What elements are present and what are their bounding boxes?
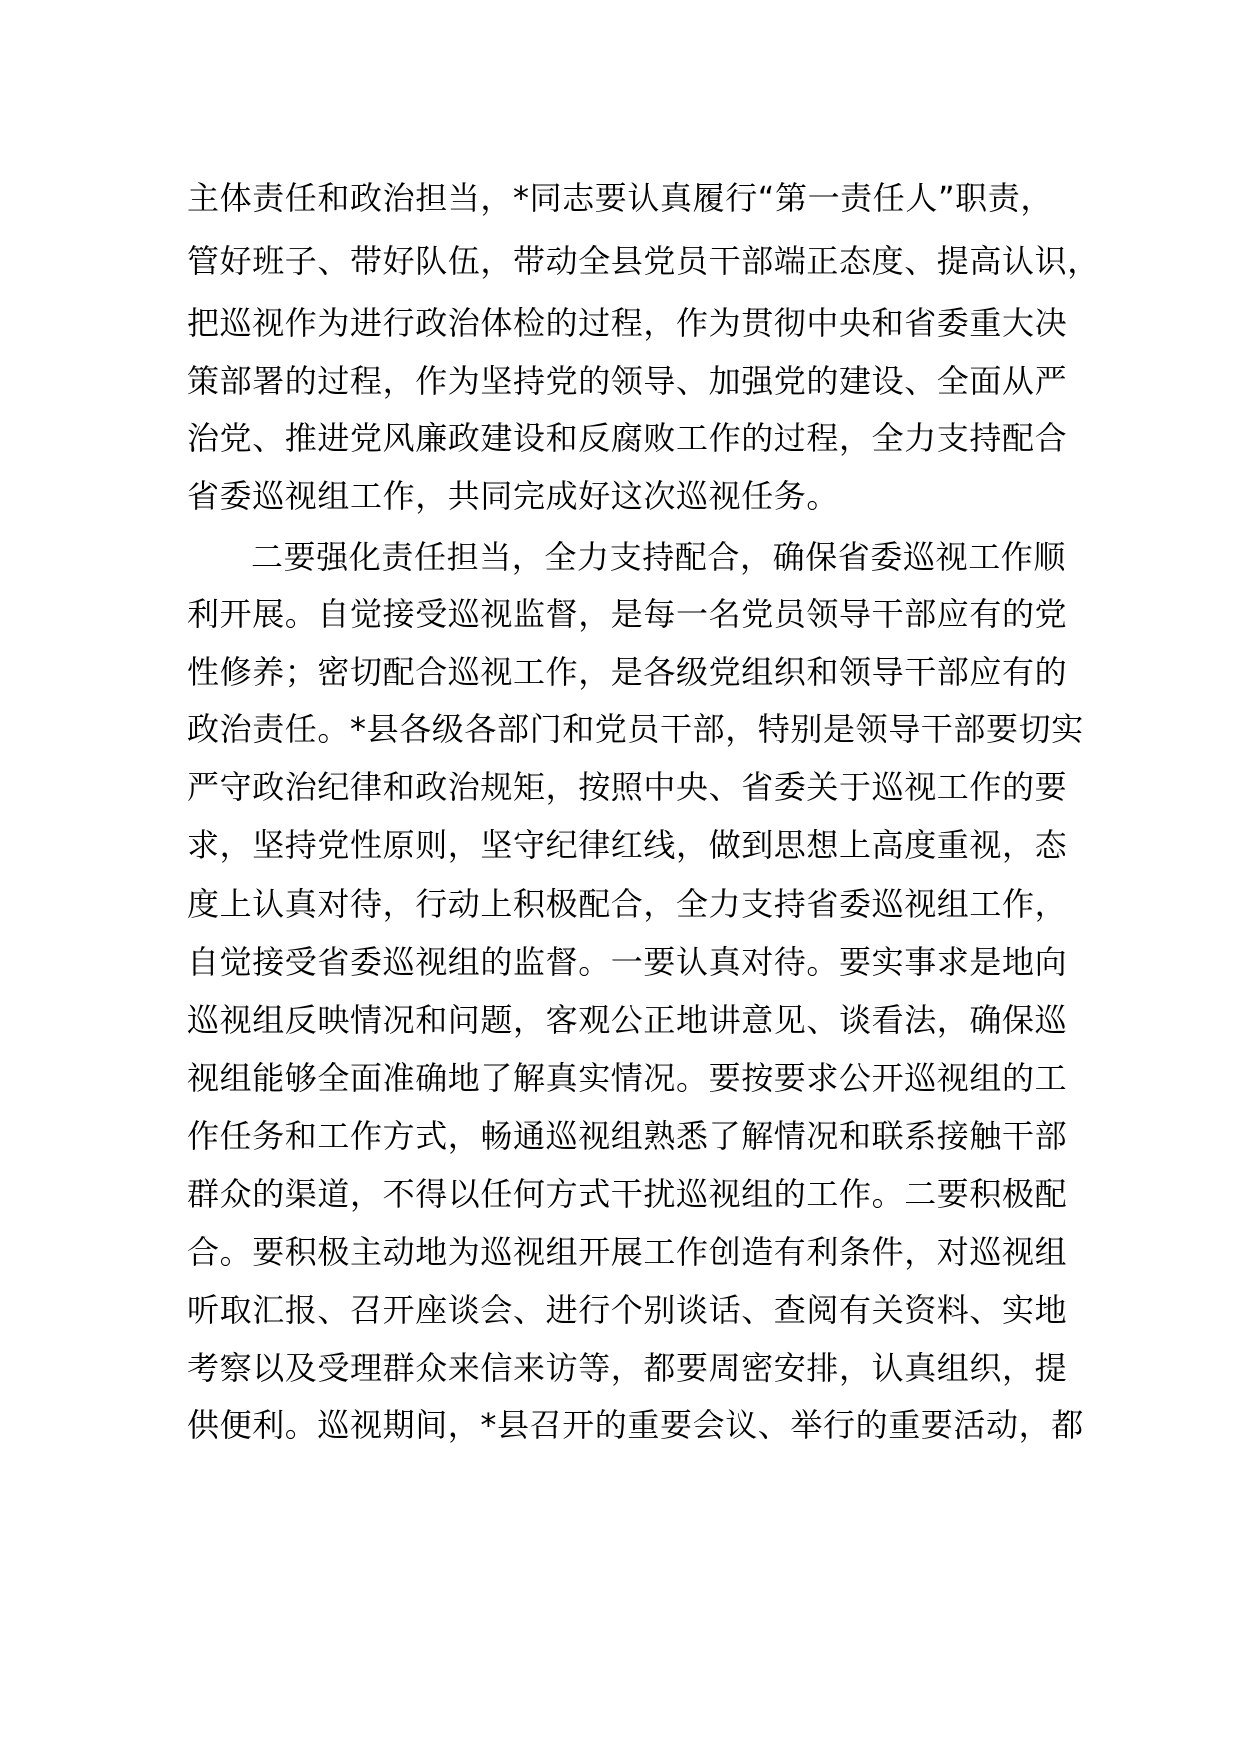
text-line: 性修养；密切配合巡视工作，是各级党组织和领导干部应有的 xyxy=(187,653,1068,691)
text-line: 利开展。自觉接受巡视监督，是每一名党员领导干部应有的党 xyxy=(187,595,1068,633)
text-line: 视组能够全面准确地了解真实情况。要按要求公开巡视组的工 xyxy=(187,1059,1068,1097)
text-line: 听取汇报、召开座谈会、进行个别谈话、查阅有关资料、实地 xyxy=(187,1291,1068,1329)
text-line: 策部署的过程，作为坚持党的领导、加强党的建设、全面从严 xyxy=(187,362,1068,400)
text-line: 求，坚持党性原则，坚守纪律红线，做到思想上高度重视，态 xyxy=(187,826,1068,864)
text-line: 合。要积极主动地为巡视组开展工作创造有利条件，对巡视组 xyxy=(187,1233,1068,1271)
text-line: 把巡视作为进行政治体检的过程，作为贯彻中央和省委重大决 xyxy=(187,304,1068,342)
text-line: 群众的渠道，不得以任何方式干扰巡视组的工作。二要积极配 xyxy=(187,1175,1068,1213)
text-line: 作任务和工作方式，畅通巡视组熟悉了解情况和联系接触干部 xyxy=(187,1117,1068,1155)
text-line: 自觉接受省委巡视组的监督。一要认真对待。要实事求是地向 xyxy=(187,943,1068,981)
text-line: 省委巡视组工作，共同完成好这次巡视任务。 xyxy=(187,477,840,515)
text-line: 管好班子、带好队伍，带动全县党员干部端正态度、提高认识， xyxy=(187,242,1100,280)
text-line: 度上认真对待，行动上积极配合，全力支持省委巡视组工作， xyxy=(187,885,1068,923)
text-line: 治党、推进党风廉政建设和反腐败工作的过程，全力支持配合 xyxy=(187,419,1068,457)
text-line: 供便利。巡视期间，*县召开的重要会议、举行的重要活动，都 xyxy=(187,1406,1084,1444)
text-line: 严守政治纪律和政治规矩，按照中央、省委关于巡视工作的要 xyxy=(187,768,1068,806)
text-line: 主体责任和政治担当，*同志要认真履行“第一责任人”职责， xyxy=(187,179,1053,217)
paragraph-first-line: 二要强化责任担当，全力支持配合，确保省委巡视工作顺 xyxy=(251,538,1067,576)
text-line: 巡视组反映情况和问题，客观公正地讲意见、谈看法，确保巡 xyxy=(187,1001,1068,1039)
text-line: 考察以及受理群众来信来访等，都要周密安排，认真组织，提 xyxy=(187,1349,1068,1387)
text-line: 政治责任。*县各级各部门和党员干部，特别是领导干部要切实 xyxy=(187,710,1084,748)
